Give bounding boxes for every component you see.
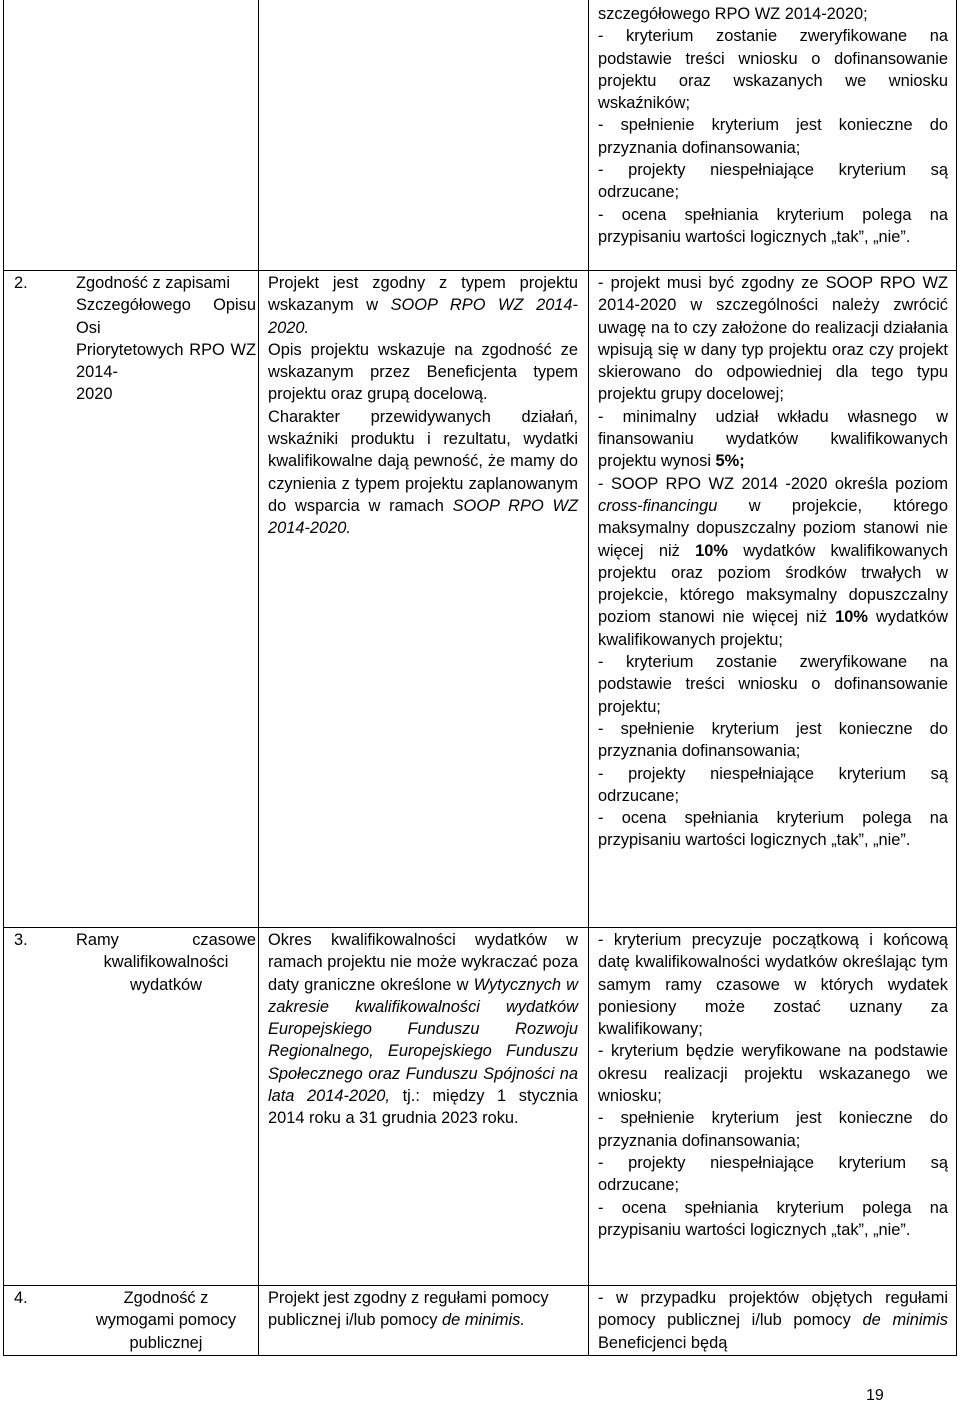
definition-text: Projekt jest zgodny z regułami pomocy publicznej i/lub pomocy de minimis. <box>268 1289 549 1330</box>
definition-text: Projekt jest zgodny z typem projektu wskazanym w SOOP RPO WZ 2014-2020. <box>268 274 578 337</box>
criterion-name: Zgodność z zapisami Szczegółowego Opisu Osi Priorytetowych RPO WZ 2014- 2020 <box>76 274 256 404</box>
criteria-cell <box>598 272 948 852</box>
definition-text: Charakter przewidywanych działań, wskaźniki produktu i rezultatu, wydatki kwalifikowalne dają pewność, że mamy do czynienia z typem projektu zaplanowanym do wsparcia w ramach SOOP RPO WZ 2014-2020. <box>268 407 578 538</box>
criterion-name-cell <box>14 272 256 406</box>
criteria-text: - SOOP RPO WZ 2014 -2020 określa poziom cross-financingu w projekcie, którego maksymalny dopuszczalny poziom stanowi nie więcej niż 10% wydatków kwalifikowanych projektu oraz poziom środków trwałych w projekcie, którego maksymalny dopuszczalny poziom stanowi nie więcej niż 10% wydatków kwalifikowanych projektu; <box>598 474 948 649</box>
criterion-definition-cell <box>268 929 578 1130</box>
criteria-text: - kryterium zostanie zweryfikowane na podstawie treści wniosku o dofinansowanie projektu oraz wskazanych we wniosku wskaźników; <box>598 27 948 113</box>
table-border-right <box>956 0 957 1356</box>
row-divider-4 <box>3 1285 957 1286</box>
criteria-text: - minimalny udział wkładu własnego w finansowaniu wydatków kwalifikowanych projektu wynosi 5%; <box>598 407 948 471</box>
criterion-definition-cell <box>268 1287 578 1332</box>
table-border-bottom <box>3 1355 957 1356</box>
criteria-cell <box>598 1287 948 1354</box>
criterion-number: 2. <box>14 274 28 292</box>
criteria-text: - projekty niespełniające kryterium są odrzucane; <box>598 1153 948 1195</box>
criteria-text: - kryterium zostanie zweryfikowane na podstawie treści wniosku o dofinansowanie projektu; <box>598 653 948 716</box>
criterion-name: Ramy czasowe kwalifikowalności wydatków <box>76 931 256 994</box>
criterion-name-cell <box>14 929 256 996</box>
criteria-text: - spełnienie kryterium jest konieczne do przyznania dofinansowania; <box>598 719 948 761</box>
criteria-text: szczegółowego RPO WZ 2014-2020; <box>598 5 868 23</box>
row-divider-3 <box>3 927 957 928</box>
criteria-text: - projekty niespełniające kryterium są odrzucane; <box>598 161 948 202</box>
criteria-text: - ocena spełniania kryterium polega na przypisaniu wartości logicznych „tak”, „nie”. <box>598 205 948 246</box>
table-column-divider-2 <box>588 0 589 1356</box>
criteria-text: - ocena spełniania kryterium polega na przypisaniu wartości logicznych „tak”, „nie”. <box>598 1198 948 1239</box>
criteria-text: - ocena spełniania kryterium polega na przypisaniu wartości logicznych „tak”, „nie”. <box>598 809 948 850</box>
table-border-left <box>3 0 4 1356</box>
criteria-text: - kryterium precyzuje początkową i końcową datę kwalifikowalności wydatków określając tym samym ramy czasowe w których wydatek poniesiony może zostać uznany za kwalifikowany; <box>598 931 948 1039</box>
table-column-divider-1 <box>258 0 259 1356</box>
row-divider-2 <box>3 270 957 271</box>
page-number: 19 <box>866 1387 884 1404</box>
criterion-number: 4. <box>14 1289 28 1307</box>
criteria-text: - spełnienie kryterium jest konieczne do przyznania dofinansowania; <box>598 116 948 157</box>
criterion-number: 3. <box>14 931 28 949</box>
definition-text: Opis projektu wskazuje na zgodność ze wskazanym przez Beneficjenta typem projektu oraz grupą docelową. <box>268 340 578 404</box>
criteria-text: - projekty niespełniające kryterium są odrzucane; <box>598 764 948 805</box>
criteria-text: - spełnienie kryterium jest konieczne do przyznania dofinansowania; <box>598 1109 948 1150</box>
criteria-text: - projekt musi być zgodny ze SOOP RPO WZ 2014-2020 w szczególności należy zwrócić uwagę na to czy założone do realizacji działania wpisują się w dany typ projektu oraz czy projekt skierowano do odpowiedniej dla tego typu projektu grupy docelowej; <box>598 274 948 404</box>
criterion-name: Zgodność z wymogami pomocy publicznej <box>95 1289 237 1352</box>
definition-text: Okres kwalifikowalności wydatków w ramach projektu nie może wykraczać poza daty graniczne określone w Wytycznych w zakresie kwalifikowalności wydatków Europejskiego Funduszu Rozwoju Regionalnego, Europejskiego Funduszu Społecznego oraz Funduszu Spójności na lata 2014-2020, tj.: między 1 stycznia 2014 roku a 31 grudnia 2023 roku. <box>268 931 578 1128</box>
criteria-text: - kryterium będzie weryfikowane na podstawie okresu realizacji projektu wskazanego we wniosku; <box>598 1042 948 1106</box>
criterion-definition-cell <box>268 272 578 540</box>
criteria-cell <box>598 929 948 1241</box>
criterion-name-cell <box>14 1287 256 1354</box>
criteria-text: - w przypadku projektów objętych regułami pomocy publicznej i/lub pomocy de minimis Beneficjenci będą <box>598 1289 948 1352</box>
criteria-cell-continued <box>598 3 948 248</box>
